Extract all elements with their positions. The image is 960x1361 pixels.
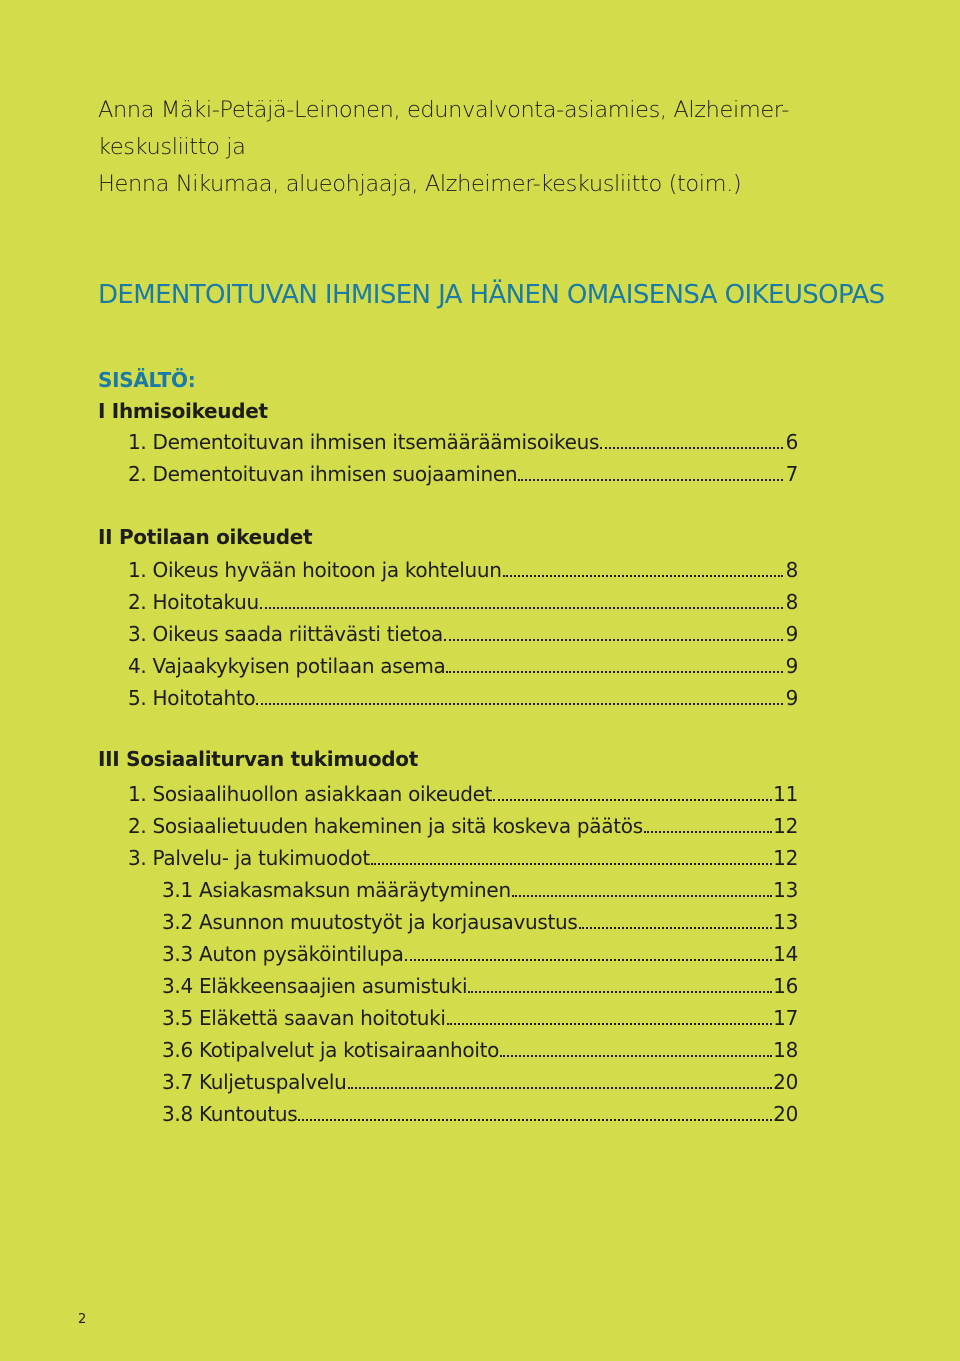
toc-entry [128, 620, 798, 648]
toc-entry [128, 844, 798, 872]
toc-entry-page: 6 [785, 430, 798, 454]
toc-entry [128, 652, 798, 680]
toc-leader-dots [493, 799, 772, 801]
toc-entry [128, 812, 798, 840]
toc-entry-page: 12 [773, 846, 798, 870]
toc-entry-label: 3.4 Eläkkeensaajien asumistuki [162, 974, 468, 998]
toc-entry-label: 3.8 Kuntoutus [162, 1102, 298, 1126]
toc-entry-page: 13 [773, 910, 798, 934]
toc-part-3-title: III Sosiaaliturvan tukimuodot [98, 747, 418, 771]
toc-leader-dots [500, 1055, 772, 1057]
toc-entry-label: 1. Dementoituvan ihmisen itsemääräämisoikeus [128, 430, 600, 454]
toc-leader-dots [512, 895, 772, 897]
toc-entry-page: 8 [785, 558, 798, 582]
toc-leader-dots [447, 1023, 772, 1025]
toc-entry-label: 2. Hoitotakuu [128, 590, 259, 614]
toc-entry [162, 1068, 798, 1096]
toc-entry-page: 9 [785, 654, 798, 678]
toc-leader-dots [600, 447, 783, 449]
toc-entry-page: 8 [785, 590, 798, 614]
toc-entry-label: 3.3 Auton pysäköintilupa [162, 942, 404, 966]
toc-entry-label: 4. Vajaakykyisen potilaan asema [128, 654, 446, 678]
toc-entry-label: 3.2 Asunnon muutostyöt ja korjausavustus [162, 910, 578, 934]
toc-entry-label: 3.7 Kuljetuspalvelu [162, 1070, 347, 1094]
toc-entry-label: 1. Sosiaalihuollon asiakkaan oikeudet [128, 782, 493, 806]
toc-leader-dots [371, 863, 772, 865]
toc-leader-dots [444, 639, 783, 641]
toc-entry-page: 12 [773, 814, 798, 838]
authors-block [98, 92, 888, 203]
toc-leader-dots [503, 575, 783, 577]
toc-entry [128, 780, 798, 808]
toc-leader-dots [298, 1119, 772, 1121]
toc-part-1-title: I Ihmisoikeudet [98, 399, 268, 423]
toc-entry-page: 13 [773, 878, 798, 902]
toc-entry-page: 11 [773, 782, 798, 806]
toc-leader-dots [644, 831, 772, 833]
toc-entry [128, 460, 798, 488]
toc-entry-page: 17 [773, 1006, 798, 1030]
toc-heading: SISÄLTÖ: [98, 368, 196, 392]
toc-entry [162, 972, 798, 1000]
toc-entry [162, 940, 798, 968]
toc-entry [162, 1004, 798, 1032]
toc-entry [128, 556, 798, 584]
toc-entry-page: 9 [785, 622, 798, 646]
toc-entry [162, 1100, 798, 1128]
toc-entry [162, 908, 798, 936]
toc-leader-dots [446, 671, 783, 673]
toc-leader-dots [256, 703, 783, 705]
toc-entry-label: 3. Oikeus saada riittävästi tietoa [128, 622, 443, 646]
toc-entry-page: 7 [785, 462, 798, 486]
toc-entry-label: 5. Hoitotahto [128, 686, 256, 710]
document-title: DEMENTOITUVAN IHMISEN JA HÄNEN OMAISENSA OIKEUSOPAS [98, 280, 885, 310]
toc-leader-dots [518, 479, 783, 481]
toc-entry-label: 2. Sosiaalietuuden hakeminen ja sitä koskeva päätös [128, 814, 643, 838]
toc-entry-page: 9 [785, 686, 798, 710]
authors-line-1: Anna Mäki-Petäjä-Leinonen, edunvalvonta-asiamies, Alzheimer-keskusliitto ja [98, 97, 789, 160]
toc-entry-label: 3. Palvelu- ja tukimuodot [128, 846, 370, 870]
toc-leader-dots [348, 1087, 773, 1089]
toc-entry [128, 428, 798, 456]
toc-entry [162, 876, 798, 904]
page-number: 2 [78, 1312, 87, 1327]
toc-entry-label: 3.1 Asiakasmaksun määräytyminen [162, 878, 511, 902]
toc-entry-page: 16 [773, 974, 798, 998]
toc-entry [162, 1036, 798, 1064]
toc-entry-page: 14 [773, 942, 798, 966]
toc-entry-page: 20 [773, 1070, 798, 1094]
toc-entry-label: 1. Oikeus hyvään hoitoon ja kohteluun [128, 558, 502, 582]
toc-entry-label: 3.6 Kotipalvelut ja kotisairaanhoito [162, 1038, 500, 1062]
toc-part-2-title: II Potilaan oikeudet [98, 525, 313, 549]
toc-entry [128, 684, 798, 712]
toc-leader-dots [468, 991, 772, 993]
toc-leader-dots [579, 927, 773, 929]
toc-entry-page: 20 [773, 1102, 798, 1126]
toc-entry-label: 3.5 Eläkettä saavan hoitotuki [162, 1006, 446, 1030]
toc-entry-label: 2. Dementoituvan ihmisen suojaaminen [128, 462, 518, 486]
toc-entry [128, 588, 798, 616]
authors-line-2: Henna Nikumaa, alueohjaaja, Alzheimer-keskusliitto (toim.) [98, 171, 742, 197]
toc-entry-page: 18 [773, 1038, 798, 1062]
toc-leader-dots [405, 959, 773, 961]
toc-leader-dots [260, 607, 783, 609]
